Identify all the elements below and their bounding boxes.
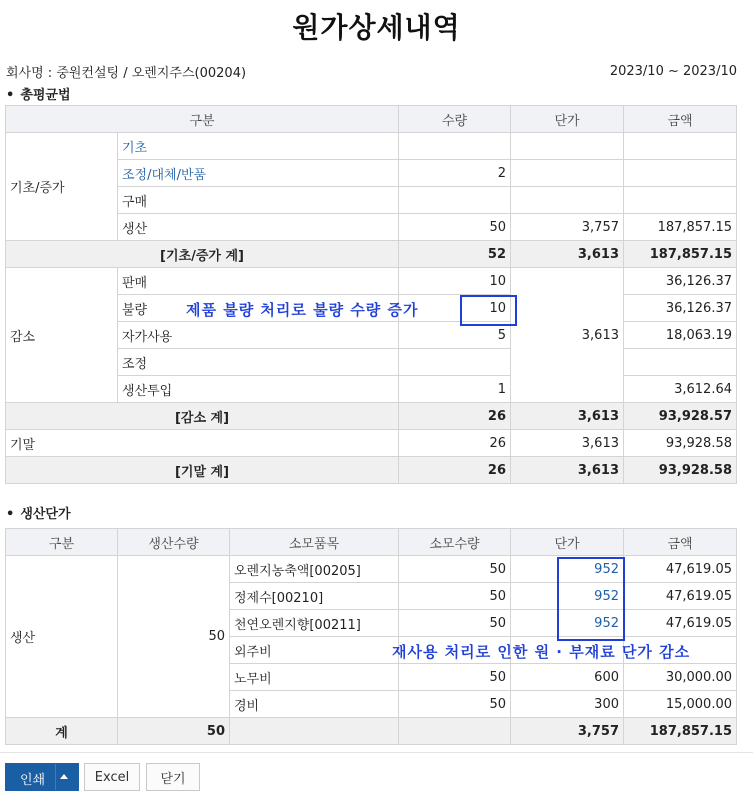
price-cell: 3,613 — [511, 241, 624, 268]
price-cell: 3,613 — [511, 403, 624, 430]
total-price: 3,757 — [511, 718, 624, 745]
col-header: 구분 — [6, 106, 399, 133]
qty-cell: 26 — [399, 403, 511, 430]
qty-cell: 50 — [399, 664, 511, 691]
price-cell — [511, 133, 624, 160]
subtotal-label: [감소 계] — [6, 403, 399, 430]
price-cell — [511, 187, 624, 214]
qty-cell: 5 — [399, 322, 511, 349]
qty-cell: 10 — [399, 268, 511, 295]
subtotal-row — [6, 241, 737, 268]
amount-cell: 36,126.37 — [624, 268, 737, 295]
empty-cell — [230, 718, 399, 745]
amount-cell — [624, 187, 737, 214]
row-label-link[interactable]: 조정/대체/반품 — [118, 160, 399, 187]
amount-cell: 187,857.15 — [624, 241, 737, 268]
header-row — [6, 529, 737, 556]
qty-cell: 50 — [399, 691, 511, 718]
amount-cell: 47,619.05 — [624, 583, 737, 610]
amount-cell — [624, 160, 737, 187]
amount-cell: 36,126.37 — [624, 295, 737, 322]
amount-cell — [624, 349, 737, 376]
item-cell: 경비 — [230, 691, 399, 718]
split-divider — [55, 764, 56, 790]
amount-cell — [624, 133, 737, 160]
excel-button[interactable]: Excel — [84, 763, 140, 791]
qty-cell: 10 — [399, 295, 511, 322]
row-label: 조정 — [118, 349, 399, 376]
qty-cell: 1 — [399, 376, 511, 403]
qty-cell: 2 — [399, 160, 511, 187]
section-production-cost — [6, 503, 71, 522]
item-cell: 오렌지농축액[00205] — [230, 556, 399, 583]
header-row — [6, 106, 737, 133]
group-label: 생산 — [6, 556, 118, 718]
subtotal-row — [6, 457, 737, 484]
row-label: 기말 — [6, 430, 399, 457]
amount-cell: 30,000.00 — [624, 664, 737, 691]
annotation-defect: 제품 불량 처리로 불량 수량 증가 — [186, 301, 419, 319]
total-label: 계 — [6, 718, 118, 745]
total-amount: 187,857.15 — [624, 718, 737, 745]
highlight-box — [557, 557, 625, 641]
group-label: 감소 — [6, 268, 118, 403]
qty-cell: 50 — [399, 214, 511, 241]
total-row — [6, 718, 737, 745]
col-header: 생산수량 — [118, 529, 230, 556]
caret-up-icon[interactable] — [60, 774, 68, 779]
production-qty-cell: 50 — [118, 556, 230, 718]
col-header: 금액 — [624, 106, 737, 133]
annotation-reuse: 재사용 처리로 인한 원 · 부재료 단가 감소 — [392, 643, 691, 661]
qty-cell: 26 — [399, 457, 511, 484]
highlight-box — [460, 295, 517, 326]
price-cell: 600 — [511, 664, 624, 691]
qty-cell: 52 — [399, 241, 511, 268]
empty-cell — [399, 718, 511, 745]
print-button[interactable] — [5, 763, 79, 791]
amount-cell: 187,857.15 — [624, 214, 737, 241]
table-row — [6, 556, 737, 583]
amount-cell: 93,928.58 — [624, 457, 737, 484]
col-header: 소모수량 — [399, 529, 511, 556]
price-cell: 952 — [511, 610, 624, 637]
row-label: 생산투입 — [118, 376, 399, 403]
close-button[interactable]: 닫기 — [146, 763, 200, 791]
price-cell: 952 — [511, 583, 624, 610]
bullet-icon: • — [6, 507, 15, 522]
section-label: 총평균법 — [20, 88, 71, 103]
price-cell: 3,757 — [511, 214, 624, 241]
row-label: 생산 — [118, 214, 399, 241]
item-cell: 노무비 — [230, 664, 399, 691]
price-cell: 3,613 — [511, 430, 624, 457]
row-label: 불량 — [118, 295, 399, 322]
qty-cell: 26 — [399, 430, 511, 457]
bullet-icon: • — [6, 88, 15, 103]
item-cell: 천연오렌지향[00211] — [230, 610, 399, 637]
col-header: 수량 — [399, 106, 511, 133]
group-label: 기초/증가 — [6, 133, 118, 241]
print-label: 인쇄 — [20, 773, 46, 788]
footer-divider — [0, 752, 753, 753]
item-cell: 외주비 — [230, 637, 399, 664]
company-info: 회사명 : 중원컨설팅 / 오렌지주스(00204) — [6, 66, 247, 81]
amount-cell: 15,000.00 — [624, 691, 737, 718]
amount-cell: 18,063.19 — [624, 322, 737, 349]
price-cell: 952 — [511, 556, 624, 583]
qty-cell — [399, 187, 511, 214]
page-title: 원가상세내역 — [292, 11, 461, 44]
amount-cell: 3,612.64 — [624, 376, 737, 403]
col-header: 단가 — [511, 529, 624, 556]
amount-cell: 47,619.05 — [624, 610, 737, 637]
row-label: 판매 — [118, 268, 399, 295]
total-qty: 50 — [118, 718, 230, 745]
row-label: 자가사용 — [118, 322, 399, 349]
subtotal-label: [기말 계] — [6, 457, 399, 484]
section-average-method — [6, 84, 71, 103]
col-header: 구분 — [6, 529, 118, 556]
amount-cell: 93,928.57 — [624, 403, 737, 430]
table-row — [6, 430, 737, 457]
average-method-table — [5, 105, 737, 484]
period-range: 2023/10 ~ 2023/10 — [609, 64, 737, 79]
price-cell: 3,613 — [511, 268, 624, 403]
price-cell: 3,613 — [511, 457, 624, 484]
table-row — [6, 268, 737, 295]
table-row — [6, 133, 737, 160]
subtotal-row — [6, 403, 737, 430]
row-label: 구매 — [118, 187, 399, 214]
qty-cell — [399, 133, 511, 160]
subtotal-label: [기초/증가 계] — [6, 241, 399, 268]
price-cell: 300 — [511, 691, 624, 718]
qty-cell: 50 — [399, 610, 511, 637]
qty-cell: 50 — [399, 556, 511, 583]
col-header: 소모품목 — [230, 529, 399, 556]
section-label: 생산단가 — [20, 507, 71, 522]
production-cost-table — [5, 528, 737, 745]
row-label-link[interactable]: 기초 — [118, 133, 399, 160]
price-cell — [511, 160, 624, 187]
item-cell: 정제수[00210] — [230, 583, 399, 610]
col-header: 금액 — [624, 529, 737, 556]
qty-cell — [399, 349, 511, 376]
amount-cell: 93,928.58 — [624, 430, 737, 457]
qty-cell: 50 — [399, 583, 511, 610]
amount-cell: 47,619.05 — [624, 556, 737, 583]
col-header: 단가 — [511, 106, 624, 133]
